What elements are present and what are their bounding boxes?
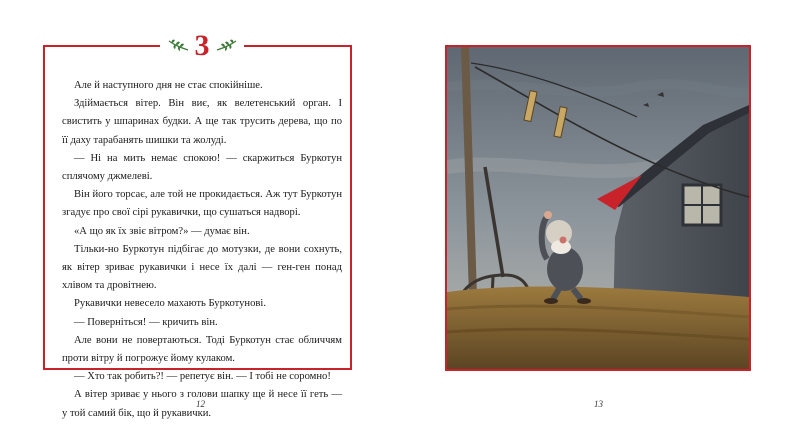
story-text bbox=[62, 77, 342, 423]
paragraph: «А що як їх звіє вітром?» — думає він. bbox=[74, 225, 250, 237]
paragraph: — Поверніться! — кричить він. bbox=[74, 316, 218, 328]
paragraph: Тільки-но Буркотун підбігає до мотузки, де вони сохнуть, як вітер зриває рукавички і несе їх далі — ген-ген понад хлівом та дровітнею. bbox=[62, 243, 342, 292]
paragraph: Але й наступного дня не стає спокійніше. bbox=[74, 80, 263, 91]
paragraph: Він його торсає, але той не прокидається. Аж тут Буркотун згадує про свої сірі рукавички, що сушаться надворі. bbox=[62, 189, 342, 219]
page-number-left: 12 bbox=[196, 399, 205, 409]
paragraph: — Ні на мить немає спокою! — скаржиться Буркотун сплячому джмелеві. bbox=[62, 152, 342, 183]
paragraph: А вітер зриває у нього з голови шапку ще й несе її геть — у той самий бік, що й рукавички. bbox=[62, 389, 342, 419]
chapter-number: 3 bbox=[194, 29, 210, 62]
holly-sprig-icon bbox=[216, 38, 238, 54]
paragraph: Рукавички невесело махають Буркотунові. bbox=[74, 298, 266, 310]
holly-sprig-icon bbox=[167, 38, 189, 54]
illustration-grumpy-gnome-in-wind bbox=[447, 47, 749, 369]
paragraph: Але вони не повертаються. Тоді Буркотун стає обличчям проти вітру й погрожує йому кулаком. bbox=[62, 334, 342, 365]
chapter-heading bbox=[160, 26, 244, 66]
illustration-frame bbox=[445, 45, 751, 371]
page-number-right: 13 bbox=[594, 399, 603, 409]
paragraph: Здіймається вітер. Він виє, як велетенський орган. І свистить у шпаринах будки. А ще так трусить дерева, що по її даху тарабанять шишки та жолуді. bbox=[62, 98, 342, 146]
paragraph: — Хто так робить?! — репетує він. — І тобі не соромно! bbox=[74, 371, 331, 383]
